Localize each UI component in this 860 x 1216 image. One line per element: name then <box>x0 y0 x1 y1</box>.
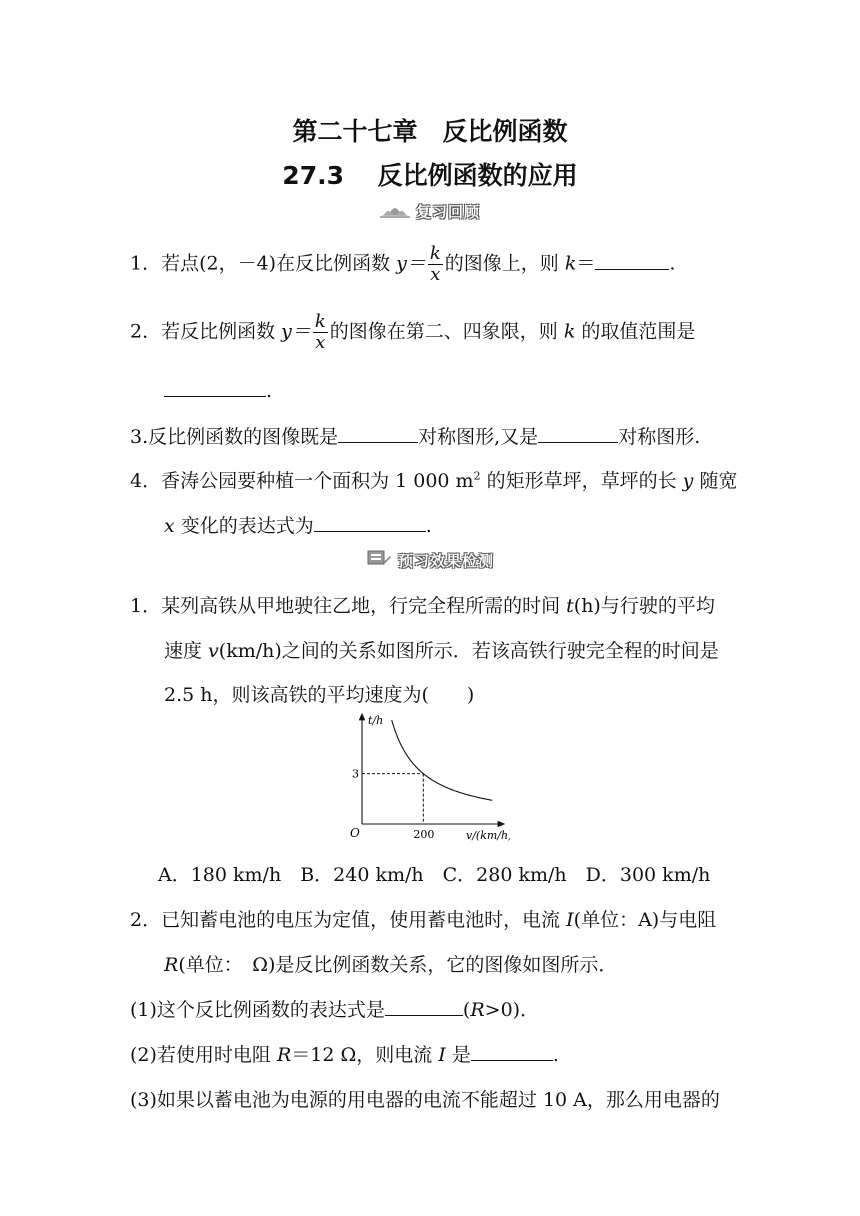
answer-blank[interactable] <box>538 422 618 443</box>
y-tick-label: 3 <box>352 767 359 781</box>
review-question-2: 2．若反比例函数 y＝ $\frac{k}{x}$ 的图像在第二、四象限，则 k 的取值范围是 <box>130 311 696 353</box>
preview-banner <box>0 549 860 571</box>
preview-question-2: 2．已知蓄电池的电压为定值，使用蓄电池时，电流 I(单位：A)与电阻 <box>130 909 717 931</box>
section-title: 27.3 反比例函数的应用 <box>282 161 578 190</box>
lotus-icon <box>380 200 410 223</box>
answer-blank[interactable] <box>471 1040 553 1061</box>
fraction-k-over-x: $\frac{k}{x}$ <box>314 311 326 353</box>
inverse-function-graph <box>350 712 510 844</box>
x-axis-label: v/(km/h) <box>466 829 510 842</box>
x-tick-label: 200 <box>413 828 435 841</box>
answer-blank[interactable] <box>595 249 669 270</box>
fraction-k-over-x: $\frac{k}{x}$ <box>429 243 441 285</box>
preview-banner-label: 预习效果检测 <box>397 552 495 570</box>
preview-question-1-options: A．180 km/h B．240 km/h C．280 km/h D．300 km/h <box>158 864 711 886</box>
graph-svg <box>350 712 510 844</box>
review-question-3: 3.反比例函数的图像既是 对称图形,又是 对称图形. <box>130 422 700 449</box>
review-banner-label: 复习回顾 <box>415 203 481 221</box>
origin-label: O <box>350 826 360 840</box>
preview-question-2-sub-1: (1)这个反比例函数的表达式是 (R>0)． <box>130 995 539 1022</box>
review-banner <box>0 200 860 222</box>
preview-question-2-line-2: R(单位： Ω)是反比例函数关系，它的图像如图所示． <box>164 954 618 976</box>
answer-blank[interactable] <box>314 511 426 532</box>
answer-blank[interactable] <box>385 995 463 1016</box>
chapter-title: 第二十七章 反比例函数 <box>292 117 568 146</box>
preview-question-2-sub-3: (3)如果以蓄电池为电源的用电器的电流不能超过 10 A，那么用电器的 <box>130 1089 720 1111</box>
preview-question-1: 1．某列高铁从甲地驶往乙地，行完全程所需的时间 t(h)与行驶的平均 <box>130 595 715 617</box>
preview-question-1-line-3: 2.5 h，则该高铁的平均速度为( ) <box>164 684 475 706</box>
review-question-2-line-2: . <box>164 376 272 402</box>
answer-blank[interactable] <box>338 422 418 443</box>
preview-question-2-sub-2: (2)若使用时电阻 R＝12 Ω，则电流 I 是 . <box>130 1040 559 1067</box>
preview-question-1-line-2: 速度 v(km/h)之间的关系如图所示．若该高铁行驶完全程的时间是 <box>164 640 719 662</box>
answer-blank[interactable] <box>164 376 266 397</box>
review-question-4-line-2: x 变化的表达式为 . <box>164 511 432 538</box>
book-icon <box>366 549 392 572</box>
curve-line <box>392 720 493 800</box>
review-question-1: 1．若点(2，－4)在反比例函数 y＝ $\frac{k}{x}$ 的图像上，则 k＝ . <box>130 243 676 285</box>
y-axis-label: t/h <box>368 714 384 727</box>
review-question-4: 4．香涛公园要种植一个面积为 1 000 $m^2$ 的矩形草坪，草坪的长 y 随宽 <box>130 469 738 492</box>
